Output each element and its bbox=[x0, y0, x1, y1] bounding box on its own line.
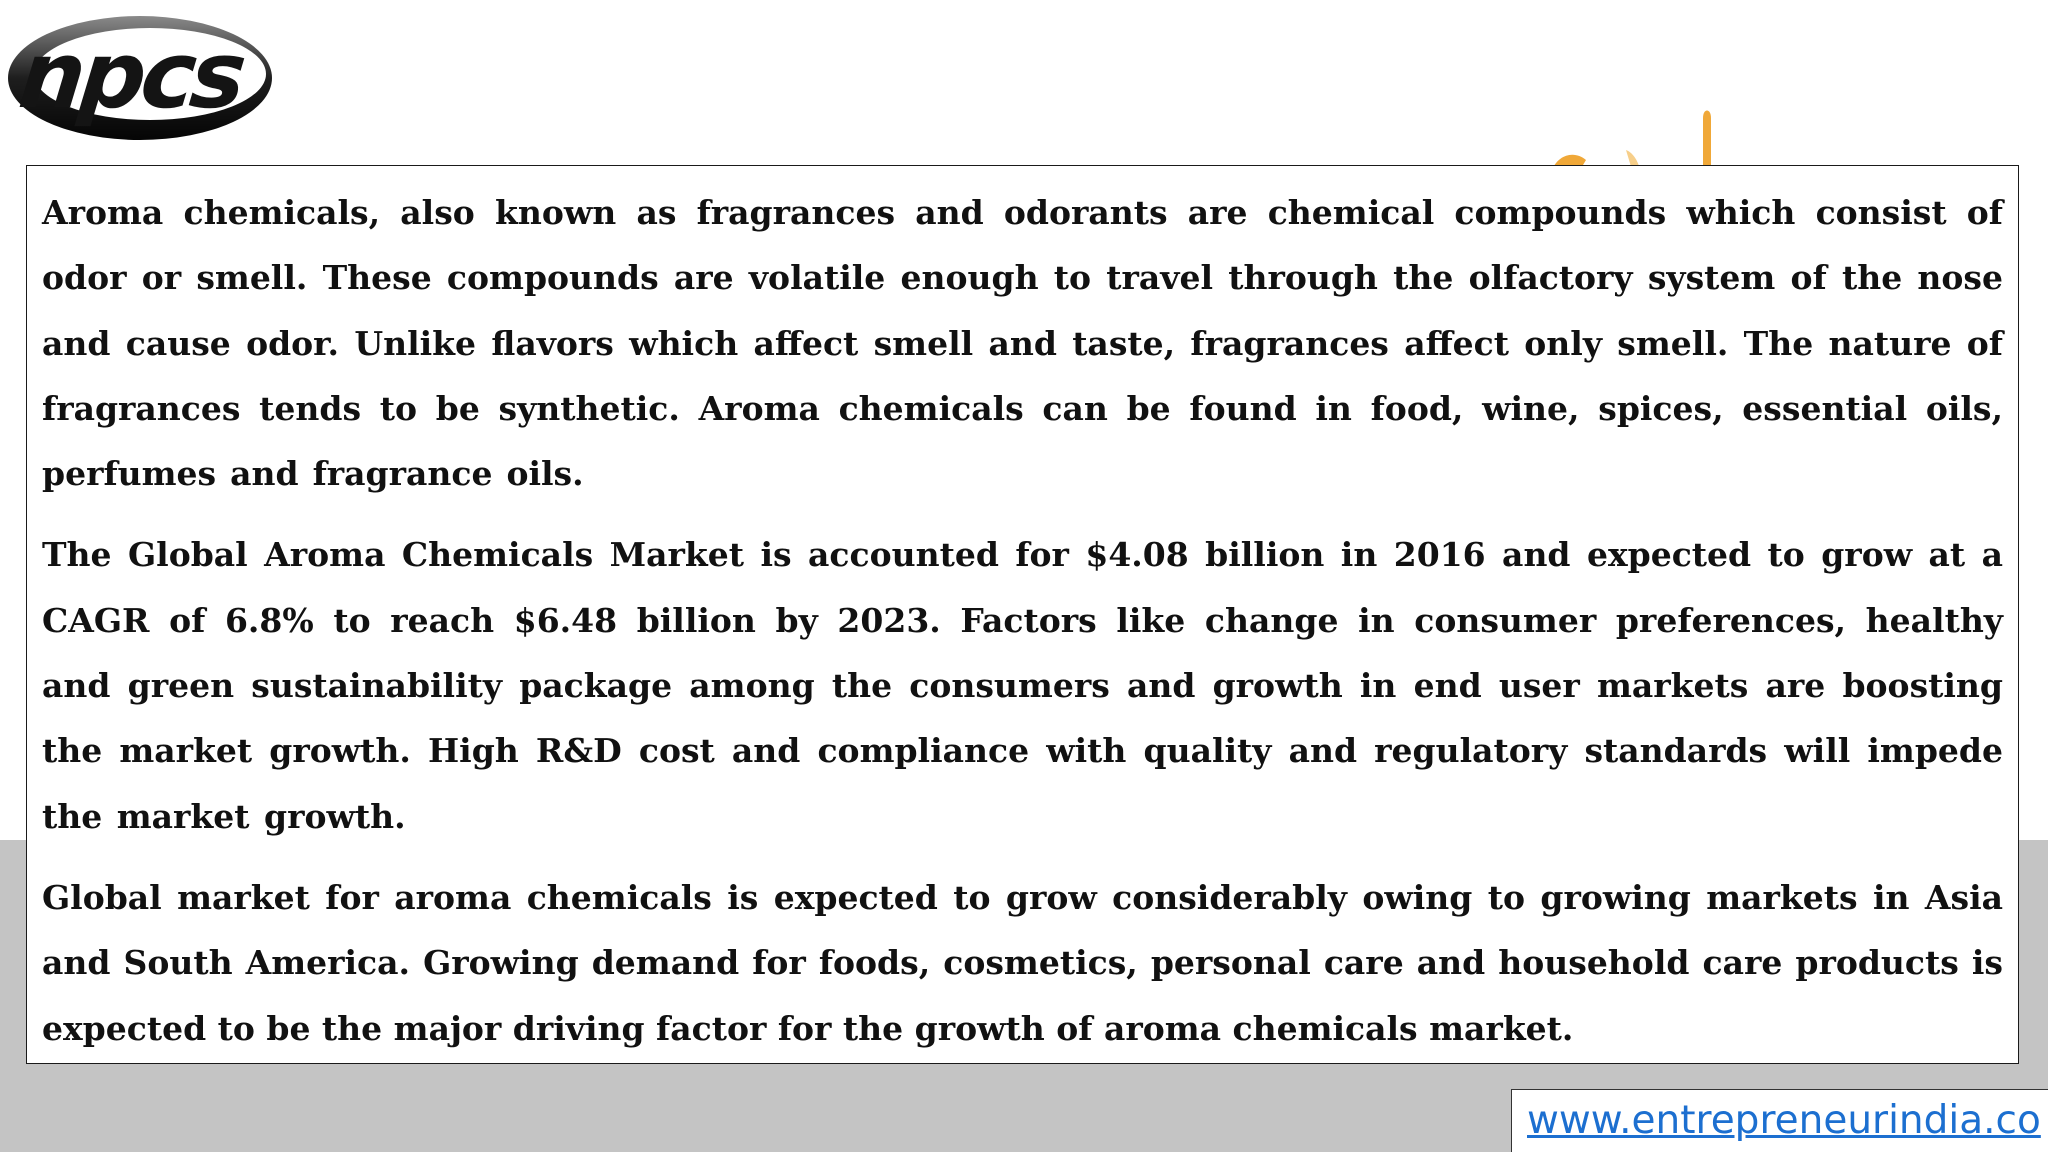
website-link[interactable]: www.entrepreneurindia.co bbox=[1527, 1098, 2041, 1143]
decorative-orange-shape bbox=[1540, 100, 1740, 170]
npcs-logo bbox=[0, 8, 280, 148]
paragraph-aroma-chemicals-definition: Aroma chemicals, also known as fragrances and odorants are chemical compounds which consist of odor or smell. These compounds are volatile enough to travel through the olfactory system of the nose and cause odor. Unlike flavors which affect smell and taste, fragrances affect only smell. The nature of fragrances tends to be synthetic. Aroma chemicals can be found in food, wine, spices, essential oils, perfumes and fragrance oils. bbox=[42, 193, 2003, 494]
paragraph-market-growth-drivers: Global market for aroma chemicals is expected to grow considerably owing to growing markets in Asia and South America. Growing demand for foods, cosmetics, personal care and household care products is expected to be the major driving factor for the growth of aroma chemicals market. bbox=[42, 877, 2003, 1048]
content-text-box bbox=[26, 165, 2019, 1064]
paragraph-global-market-size: The Global Aroma Chemicals Market is accounted for $4.08 billion in 2016 and expected to grow at a CAGR of 6.8% to reach $6.48 billion by 2023. Factors like change in consumer preferences, healthy and green sustainability package among the consumers and growth in end user markets are boosting the market growth. High R&D cost and compliance with quality and regulatory standards will impede the market growth. bbox=[42, 535, 2003, 836]
footer-url-box bbox=[1511, 1089, 2048, 1152]
logo-wordmark: npcs bbox=[14, 22, 247, 129]
